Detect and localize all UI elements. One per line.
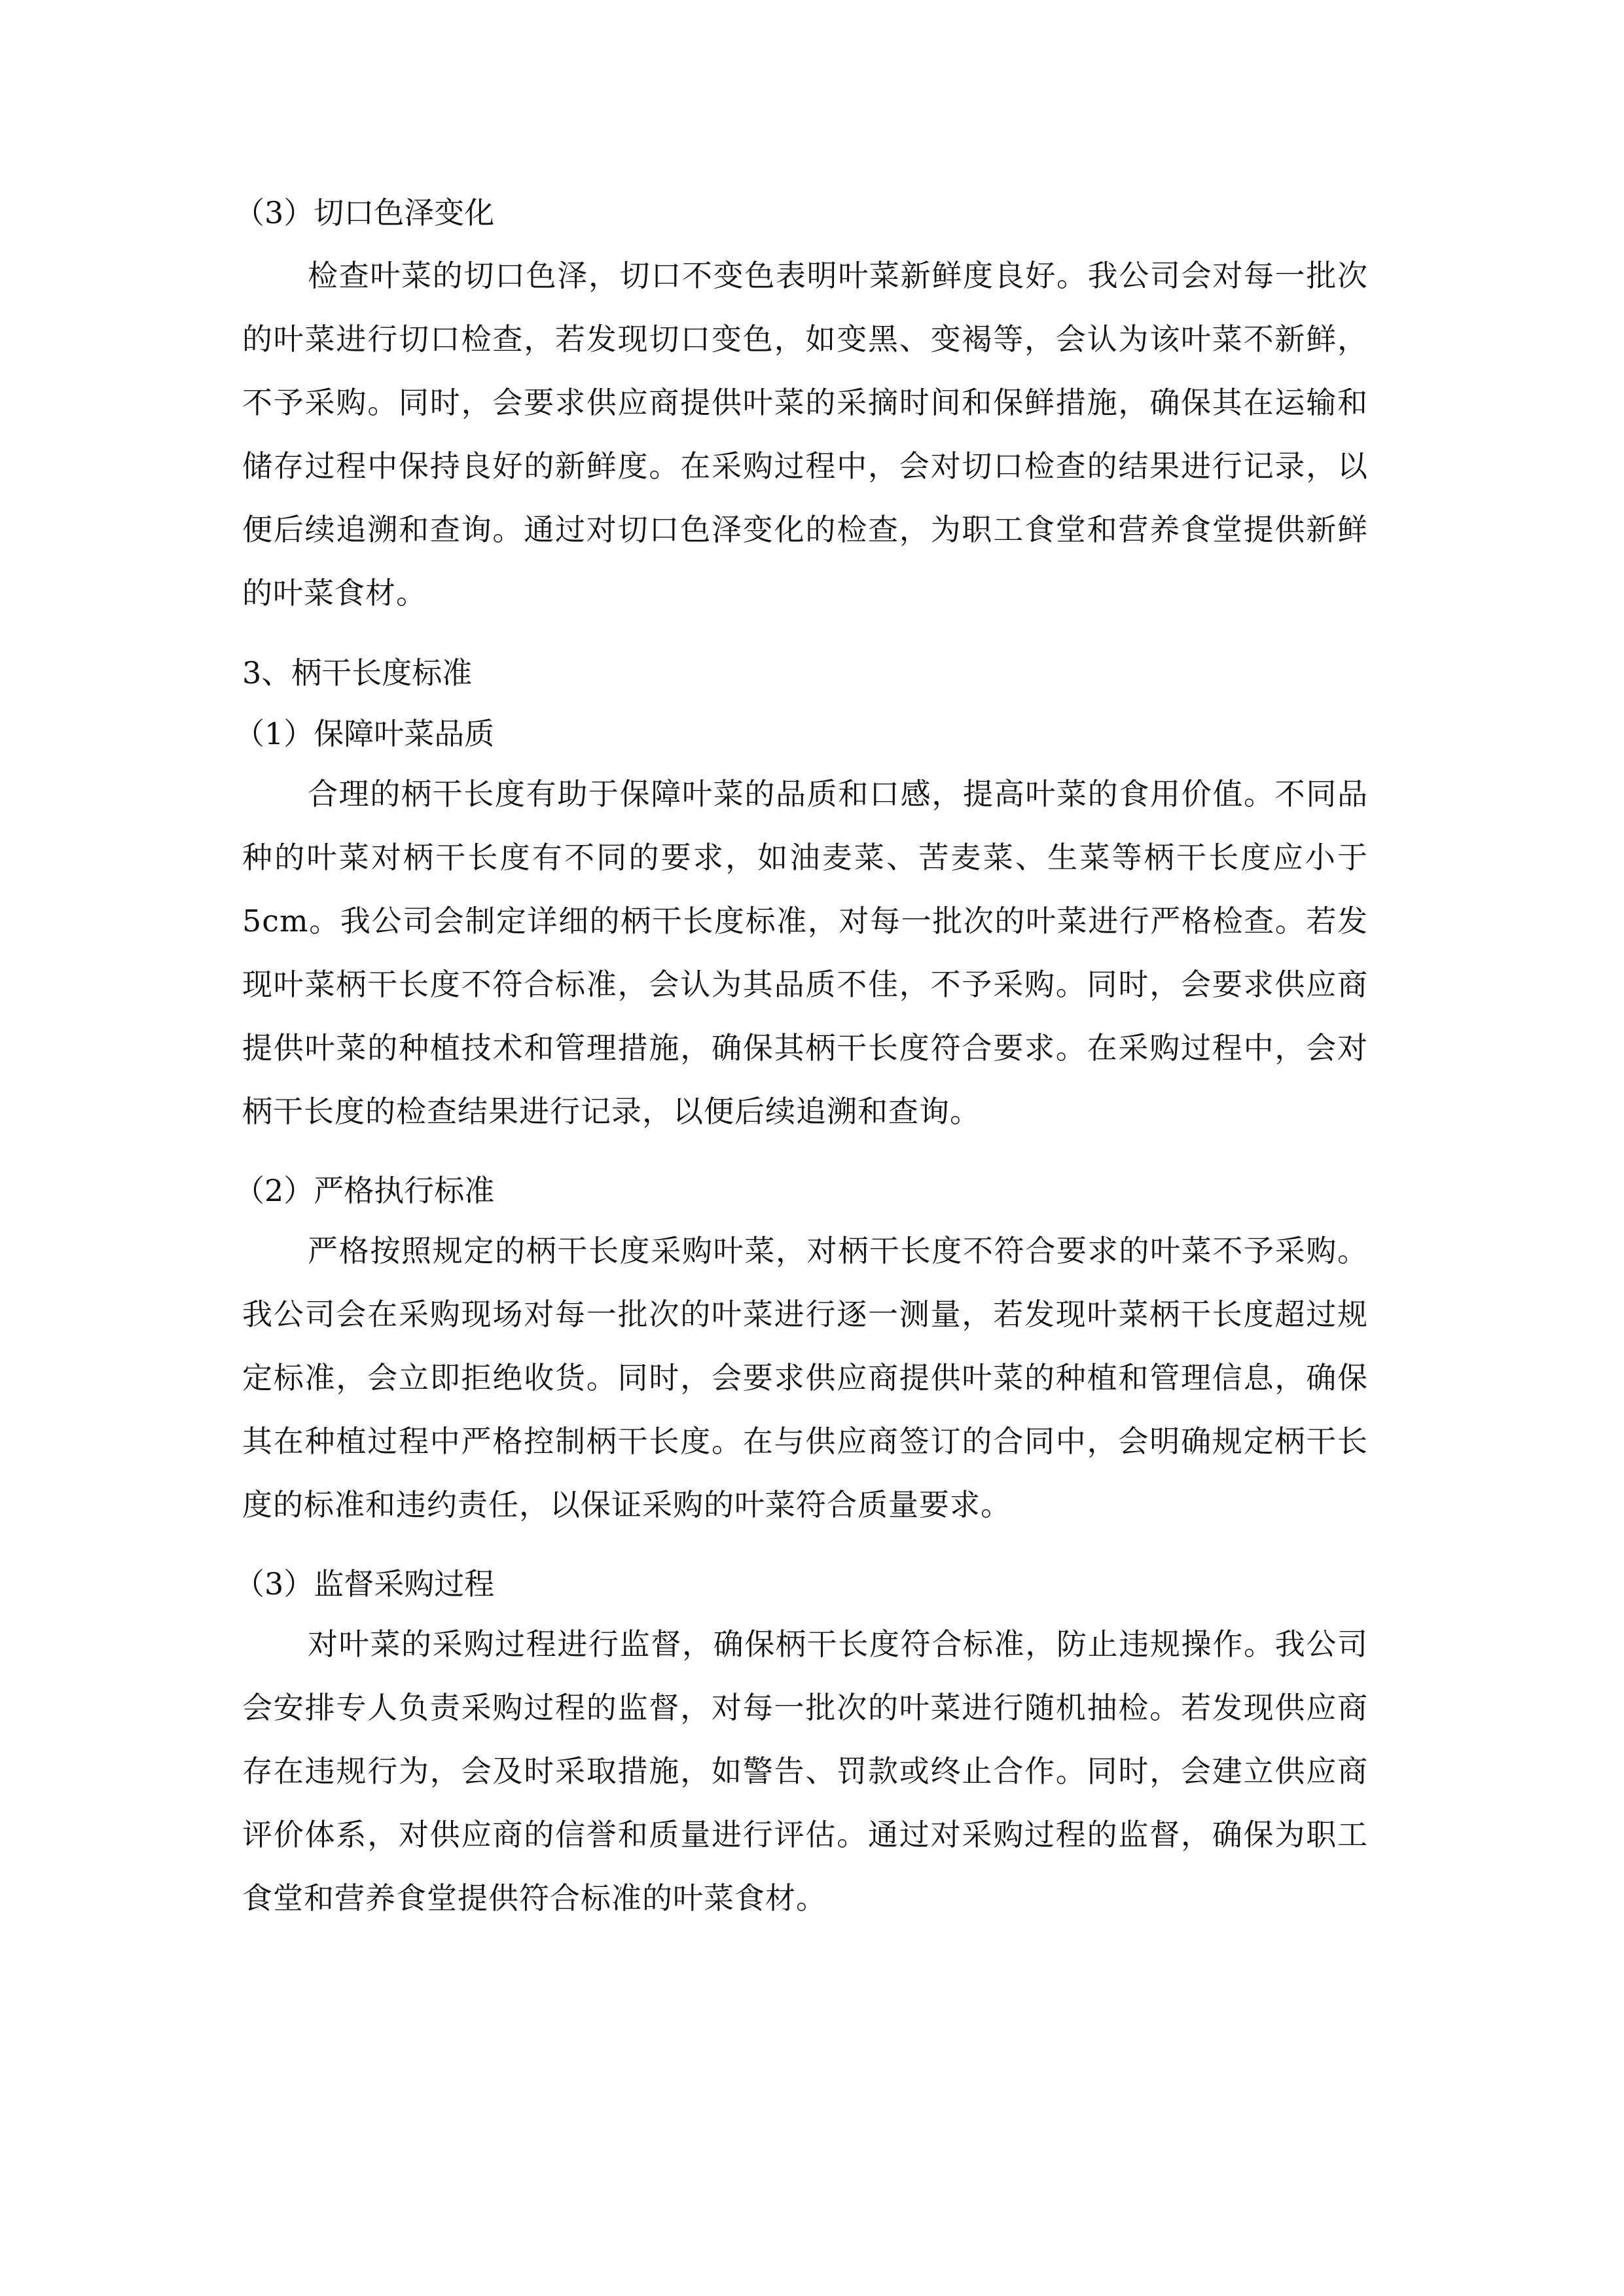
paragraph-ensure-quality: 合理的柄干长度有助于保障叶菜的品质和口感，提高叶菜的食用价值。不同品种的叶菜对柄干长度有不同的要求，如油麦菜、苦麦菜、生菜等柄干长度应小于 5cm。我公司会制定详细的柄干长度标准，对每一批次的叶菜进行严格检查。若发现叶菜柄干长度不符合标准，会认为其品质不佳，不予采购。同时，会要求供应商提供叶菜的种植技术和管理措施，确保其柄干长度符合要求。在采购过程中，会对柄干长度的检查结果进行记录，以便后续追溯和查询。: [242, 776, 1368, 1129]
paragraph-cut-color: 检查叶菜的切口色泽，切口不变色表明叶菜新鲜度良好。我公司会对每一批次的叶菜进行切口检查，若发现切口变色，如变黑、变褐等，会认为该叶菜不新鲜，不予采购。同时，会要求供应商提供叶菜的采摘时间和保鲜措施，确保其在运输和储存过程中保持良好的新鲜度。在采购过程中，会对切口检查的结果进行记录，以便后续追溯和查询。通过对切口色泽变化的检查，为职工食堂和营养食堂提供新鲜的叶菜食材。: [242, 258, 1368, 611]
paragraph-strict-standard: 严格按照规定的柄干长度采购叶菜，对柄干长度不符合要求的叶菜不予采购。我公司会在采购现场对每一批次的叶菜进行逐一测量，若发现叶菜柄干长度超过规定标准，会立即拒绝收货。同时，会要求供应商提供叶菜的种植和管理信息，确保其在种植过程中严格控制柄干长度。在与供应商签订的合同中，会明确规定柄干长度的标准和违约责任，以保证采购的叶菜符合质量要求。: [242, 1233, 1368, 1522]
heading-cut-color: （3）切口色泽变化: [234, 195, 495, 230]
heading-strict-standard: （2）严格执行标准: [234, 1173, 495, 1208]
heading-stem-length-standard: 3、柄干长度标准: [242, 655, 473, 691]
paragraph-supervise-procurement: 对叶菜的采购过程进行监督，确保柄干长度符合标准，防止违规操作。我公司会安排专人负责采购过程的监督，对每一批次的叶菜进行随机抽检。若发现供应商存在违规行为，会及时采取措施，如警告、罚款或终止合作。同时，会建立供应商评价体系，对供应商的信誉和质量进行评估。通过对采购过程的监督，确保为职工食堂和营养食堂提供符合标准的叶菜食材。: [242, 1626, 1368, 1916]
heading-supervise-procurement: （3）监督采购过程: [234, 1566, 495, 1602]
heading-ensure-quality: （1）保障叶菜品质: [234, 716, 495, 751]
document-body: [234, 193, 1368, 1930]
